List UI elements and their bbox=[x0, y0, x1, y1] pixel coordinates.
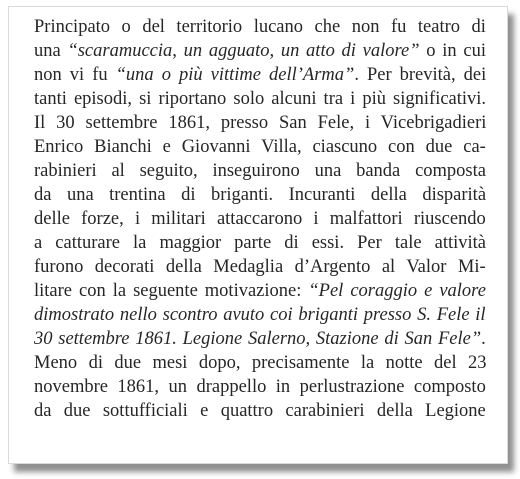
text-line bbox=[34, 87, 486, 111]
text-run: da due sottufficiali e quattro carabinieri della Legione bbox=[34, 401, 486, 421]
text-line bbox=[34, 111, 486, 135]
text-line bbox=[34, 183, 486, 207]
text-run: delle forze, i militari attaccarono i malfattori riuscendo bbox=[34, 209, 486, 229]
text-run: Enrico Bianchi e Giovanni Villa, ciascuno con due ca- bbox=[34, 137, 486, 157]
text-line bbox=[34, 255, 486, 279]
text-run: furono decorati della Medaglia d’Argento al Valor Mi- bbox=[34, 257, 486, 277]
text-line bbox=[34, 327, 486, 351]
text-line bbox=[34, 207, 486, 231]
text-run: Il 30 settembre 1861, presso San Fele, i Vicebrigadieri bbox=[34, 113, 487, 133]
italic-quote-text: dimostrato nello scontro avuto coi briganti presso S. Fele il bbox=[34, 305, 486, 325]
text-run: . Per brevità, dei bbox=[354, 65, 487, 85]
italic-quote-text: “Pel coraggio e valore bbox=[308, 281, 486, 301]
text-line bbox=[34, 63, 486, 87]
text-run: a catturare la maggior parte di essi. Per tale attività bbox=[34, 233, 487, 253]
text-line bbox=[34, 375, 486, 399]
text-line bbox=[34, 15, 486, 39]
text-line bbox=[34, 39, 486, 63]
book-page bbox=[8, 6, 508, 464]
text-line bbox=[34, 303, 486, 327]
text-run: Meno di due mesi dopo, precisamente la notte del 23 bbox=[34, 353, 487, 373]
italic-quote-text: “scaramuccia, un agguato, un atto di valore” bbox=[67, 41, 420, 61]
text-line bbox=[34, 231, 486, 255]
text-run: litare con la seguente motivazione: bbox=[34, 281, 309, 301]
text-line bbox=[34, 399, 486, 423]
text-line bbox=[34, 159, 486, 183]
italic-quote-text: “una o più vittime dell’Arma” bbox=[115, 65, 355, 85]
text-run: novembre 1861, un drappello in perlustrazione composto bbox=[34, 377, 486, 397]
text-line bbox=[34, 351, 486, 375]
text-run: da una trentina di briganti. Incuranti della disparità bbox=[34, 185, 487, 205]
text-line bbox=[34, 279, 486, 303]
text-run: non vi fu bbox=[34, 65, 116, 85]
body-text bbox=[34, 15, 486, 423]
italic-quote-text: 30 settembre 1861. Legione Salerno, Stazione di San Fele” bbox=[34, 329, 482, 349]
text-run: tanti episodi, si riportano solo alcuni tra i più significativi. bbox=[34, 89, 487, 109]
text-run: . bbox=[481, 329, 486, 349]
text-run: o in cui bbox=[419, 41, 486, 61]
text-run: Principato o del territorio lucano che non fu teatro di bbox=[34, 17, 486, 37]
text-run: rabinieri al seguito, inseguirono una banda composta bbox=[34, 161, 486, 181]
text-run: una bbox=[34, 41, 68, 61]
text-line bbox=[34, 135, 486, 159]
